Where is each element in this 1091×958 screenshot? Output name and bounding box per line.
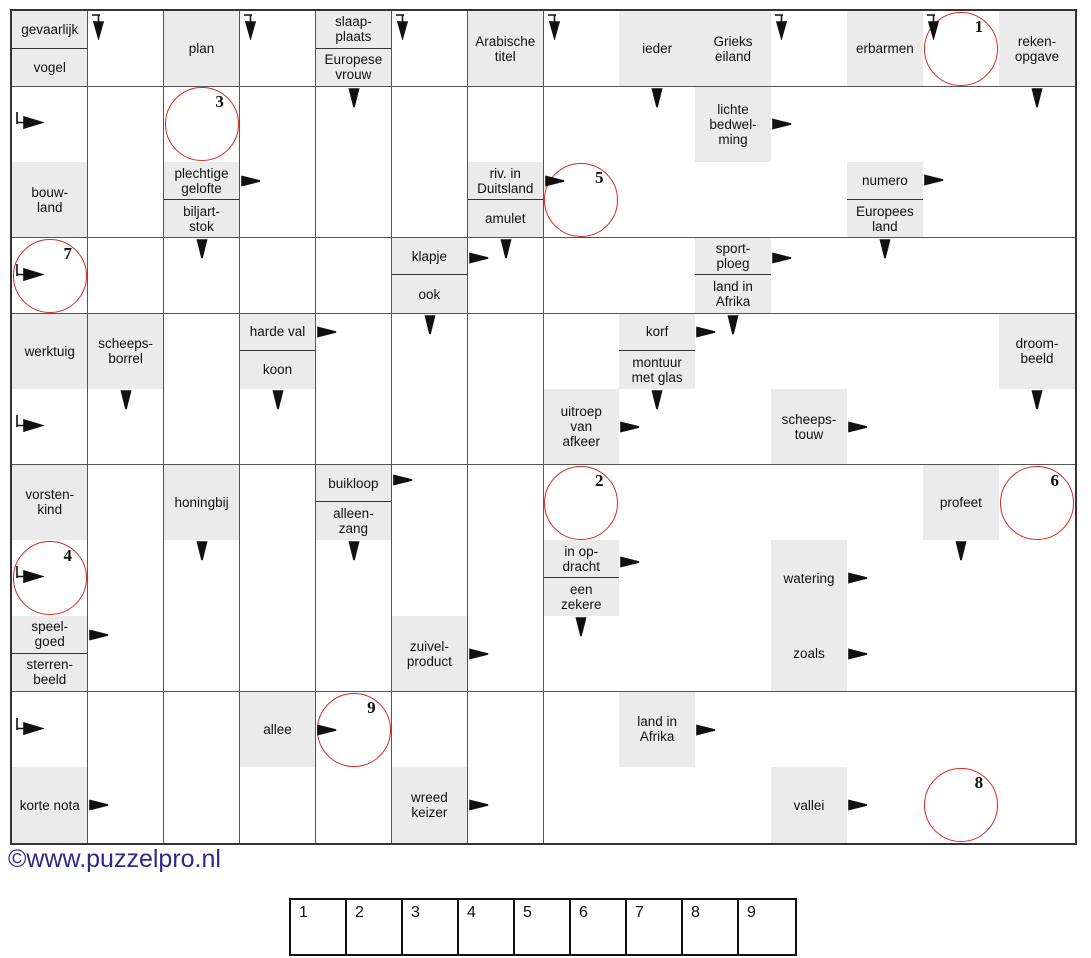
arrow-right-icon xyxy=(545,174,565,188)
answer-cell[interactable] xyxy=(164,616,240,692)
clue-cell xyxy=(923,465,999,541)
solution-circle xyxy=(544,466,618,540)
clue-cell xyxy=(695,238,771,314)
arrow-right-icon xyxy=(89,798,109,812)
clue-text: zoals xyxy=(793,646,825,662)
answer-cell[interactable] xyxy=(923,238,999,314)
answer-cell[interactable] xyxy=(88,540,164,616)
answer-cell[interactable] xyxy=(88,238,164,314)
arrow-shape xyxy=(17,566,42,582)
clue-text: profeet xyxy=(939,494,982,510)
solution-box[interactable] xyxy=(459,900,515,954)
arrow-bent-down-icon xyxy=(926,14,942,40)
solution-box[interactable] xyxy=(739,900,795,954)
clue-cell xyxy=(12,465,88,541)
arrow-right-icon xyxy=(317,325,337,339)
clue-text-top: harde val xyxy=(240,314,315,352)
arrow-shape xyxy=(92,15,103,38)
answer-cell[interactable] xyxy=(923,692,999,768)
answer-cell[interactable] xyxy=(240,616,316,692)
arrow-right-icon xyxy=(469,647,489,661)
arrow-shape xyxy=(197,542,206,560)
clue-text: bouw- land xyxy=(31,184,69,215)
arrow-right-icon xyxy=(696,325,716,339)
clue-text: erbarmen xyxy=(856,41,914,57)
clue-text-top: in op- dracht xyxy=(544,540,619,578)
answer-cell[interactable] xyxy=(695,465,771,541)
arrow-down-icon xyxy=(423,315,437,335)
clue-cell xyxy=(12,616,88,692)
arrow-down-icon xyxy=(271,390,285,410)
crossword-grid xyxy=(10,9,1077,845)
clue-text: wreed keizer xyxy=(410,790,448,821)
solution-box[interactable] xyxy=(627,900,683,954)
solution-box-number: 5 xyxy=(523,904,532,921)
arrow-bent-right-icon xyxy=(16,112,44,132)
arrow-bent-down-icon xyxy=(243,14,259,40)
clue-text: reken- opgave xyxy=(1014,33,1060,64)
solution-box[interactable] xyxy=(347,900,403,954)
clue-cell xyxy=(392,238,468,314)
clue-text: lichte bedwel- ming xyxy=(709,101,757,147)
clue-text-top: klapje xyxy=(392,238,467,276)
clue-text-bottom: land in Afrika xyxy=(713,279,753,310)
answer-cell[interactable] xyxy=(771,314,847,390)
answer-cell[interactable] xyxy=(544,87,620,163)
arrow-right-icon xyxy=(241,174,261,188)
arrow-right-icon xyxy=(317,723,337,737)
clue-cell xyxy=(12,314,88,390)
answer-cell[interactable] xyxy=(999,616,1075,692)
arrow-shape xyxy=(394,475,412,484)
arrow-shape xyxy=(653,89,662,107)
solution-box-number: 7 xyxy=(635,904,644,921)
answer-cell[interactable] xyxy=(771,238,847,314)
answer-cell[interactable] xyxy=(468,389,544,465)
arrow-shape xyxy=(318,328,336,337)
clue-text-top: buikloop xyxy=(316,465,391,503)
arrow-shape xyxy=(697,328,715,337)
clue-text-top: riv. in Duitsland xyxy=(468,162,543,200)
arrow-shape xyxy=(881,240,890,258)
answer-cell[interactable] xyxy=(999,692,1075,768)
arrow-right-icon xyxy=(696,723,716,737)
clue-cell xyxy=(619,11,695,87)
clue-text-bottom: biljart- stok xyxy=(183,203,220,234)
arrow-bent-right-icon xyxy=(16,264,44,284)
clue-text-top: plechtige gelofte xyxy=(164,162,239,200)
answer-cell[interactable] xyxy=(923,87,999,163)
clue-text: honingbij xyxy=(174,494,229,510)
answer-cell[interactable] xyxy=(999,162,1075,238)
arrow-shape xyxy=(729,316,738,334)
arrow-shape xyxy=(470,254,488,263)
clue-cell xyxy=(392,767,468,843)
arrow-down-icon xyxy=(1030,390,1044,410)
arrow-shape xyxy=(621,423,639,432)
clue-text: land in Afrika xyxy=(637,714,678,745)
clue-text: droom- beeld xyxy=(1015,336,1059,367)
arrow-shape xyxy=(849,423,867,432)
clue-text: watering xyxy=(783,570,835,586)
clue-text: vorsten- kind xyxy=(25,487,75,518)
clue-cell xyxy=(695,87,771,163)
answer-cell[interactable] xyxy=(771,162,847,238)
arrow-shape xyxy=(121,391,130,409)
answer-cell[interactable] xyxy=(468,540,544,616)
answer-cell[interactable] xyxy=(468,692,544,768)
answer-cell[interactable] xyxy=(240,540,316,616)
arrow-right-icon xyxy=(848,647,868,661)
clue-cell xyxy=(847,162,923,238)
answer-cell[interactable] xyxy=(316,238,392,314)
arrow-right-icon xyxy=(848,571,868,585)
answer-cell[interactable] xyxy=(695,389,771,465)
arrow-right-icon xyxy=(469,251,489,265)
clue-cell xyxy=(999,11,1075,87)
answer-cell[interactable] xyxy=(999,540,1075,616)
clue-cell xyxy=(316,11,392,87)
clue-cell xyxy=(771,616,847,692)
arrow-bent-right-icon xyxy=(16,718,44,738)
arrow-right-icon xyxy=(89,628,109,642)
clue-cell xyxy=(468,11,544,87)
answer-cell[interactable] xyxy=(392,540,468,616)
answer-cell[interactable] xyxy=(316,389,392,465)
answer-cell[interactable] xyxy=(999,238,1075,314)
answer-cell[interactable] xyxy=(619,540,695,616)
answer-cell[interactable] xyxy=(923,389,999,465)
arrow-shape xyxy=(925,175,943,184)
clue-cell xyxy=(316,465,392,541)
clue-cell xyxy=(164,11,240,87)
arrow-shape xyxy=(17,718,42,734)
answer-cell[interactable] xyxy=(847,465,923,541)
arrow-bent-down-icon xyxy=(91,14,107,40)
clue-text-top: numero xyxy=(847,162,922,200)
clue-cell xyxy=(544,389,620,465)
clue-text: korte nota xyxy=(19,797,80,813)
answer-cell[interactable] xyxy=(923,314,999,390)
solution-box[interactable] xyxy=(515,900,571,954)
arrow-down-icon xyxy=(650,390,664,410)
arrow-down-icon xyxy=(119,390,133,410)
clue-text: zuivel- product xyxy=(406,638,452,669)
arrow-down-icon xyxy=(878,239,892,259)
arrow-bent-right-icon xyxy=(16,566,44,586)
answer-cell[interactable] xyxy=(468,87,544,163)
solution-box-number: 2 xyxy=(355,904,364,921)
clue-cell xyxy=(468,162,544,238)
answer-cell[interactable] xyxy=(923,616,999,692)
solution-box[interactable] xyxy=(291,900,347,954)
solution-box-number: 6 xyxy=(579,904,588,921)
arrow-shape xyxy=(577,618,586,636)
clue-text: Arabische titel xyxy=(475,33,536,64)
arrow-bent-down-icon xyxy=(547,14,563,40)
arrow-shape xyxy=(621,557,639,566)
copyright-text: ©www.puzzelpro.nl xyxy=(8,845,221,873)
arrow-shape xyxy=(697,725,715,734)
answer-cell[interactable] xyxy=(468,314,544,390)
answer-cell[interactable] xyxy=(88,87,164,163)
arrow-down-icon xyxy=(347,541,361,561)
solution-box[interactable] xyxy=(683,900,739,954)
arrow-shape xyxy=(773,254,791,263)
clue-text-bottom: Europese vrouw xyxy=(324,52,383,83)
clue-cell xyxy=(12,767,88,843)
clue-cell xyxy=(240,692,316,768)
answer-cell[interactable] xyxy=(544,767,620,843)
clue-text: plan xyxy=(188,41,215,57)
clue-cell xyxy=(164,465,240,541)
answer-cell[interactable] xyxy=(88,162,164,238)
clue-cell xyxy=(240,314,316,390)
solution-box-number: 3 xyxy=(411,904,420,921)
arrow-down-icon xyxy=(954,541,968,561)
answer-cell[interactable] xyxy=(316,767,392,843)
arrow-shape xyxy=(548,15,559,38)
answer-cell[interactable] xyxy=(544,692,620,768)
arrow-down-icon xyxy=(195,541,209,561)
clue-text: Grieks eiland xyxy=(713,33,753,64)
circle-number: 9 xyxy=(367,697,376,717)
answer-cell[interactable] xyxy=(544,314,620,390)
clue-cell xyxy=(695,11,771,87)
answer-cell[interactable] xyxy=(392,87,468,163)
arrow-right-icon xyxy=(393,473,413,487)
circle-number: 3 xyxy=(215,92,224,112)
arrow-bent-down-icon xyxy=(395,14,411,40)
arrow-shape xyxy=(773,120,791,129)
arrow-shape xyxy=(470,649,488,658)
answer-cell[interactable] xyxy=(771,465,847,541)
arrow-shape xyxy=(546,177,564,186)
solution-box-number: 1 xyxy=(299,904,308,921)
arrow-down-icon xyxy=(347,88,361,108)
arrow-shape xyxy=(17,415,42,431)
answer-cell[interactable] xyxy=(164,314,240,390)
answer-cell[interactable] xyxy=(164,767,240,843)
answer-cell[interactable] xyxy=(240,87,316,163)
answer-cell[interactable] xyxy=(240,767,316,843)
arrow-shape xyxy=(1033,89,1042,107)
arrow-down-icon xyxy=(726,315,740,335)
clue-text-top: gevaarlijk xyxy=(12,11,87,49)
arrow-shape xyxy=(17,112,42,128)
circle-number: 4 xyxy=(63,546,72,566)
answer-cell[interactable] xyxy=(771,692,847,768)
clue-text: vallei xyxy=(793,797,825,813)
circle-number: 2 xyxy=(594,470,604,490)
clue-text: werktuig xyxy=(24,343,75,359)
answer-cell[interactable] xyxy=(88,692,164,768)
clue-text-bottom: sterren- beeld xyxy=(26,657,73,688)
clue-cell xyxy=(619,692,695,768)
solution-box[interactable] xyxy=(403,900,459,954)
answer-cell[interactable] xyxy=(392,692,468,768)
answer-cell[interactable] xyxy=(164,692,240,768)
circle-number: 7 xyxy=(63,243,72,263)
arrow-shape xyxy=(273,391,282,409)
arrow-shape xyxy=(849,574,867,583)
clue-cell xyxy=(88,314,164,390)
answer-cell[interactable] xyxy=(316,616,392,692)
solution-box-number: 9 xyxy=(747,904,756,921)
clue-cell xyxy=(12,162,88,238)
answer-cell[interactable] xyxy=(316,162,392,238)
answer-cell[interactable] xyxy=(88,465,164,541)
arrow-shape xyxy=(653,391,662,409)
clue-text: scheeps- touw xyxy=(781,411,837,442)
solution-circle xyxy=(1000,466,1074,540)
solution-box-number: 4 xyxy=(467,904,476,921)
arrow-shape xyxy=(470,801,488,810)
arrow-shape xyxy=(349,89,358,107)
answer-cell[interactable] xyxy=(544,238,620,314)
circle-number: 8 xyxy=(974,773,984,793)
clue-text-bottom: amulet xyxy=(485,211,526,227)
arrow-right-icon xyxy=(772,251,792,265)
solution-row xyxy=(289,898,797,956)
clue-text-top: speel- goed xyxy=(12,616,87,654)
clue-cell xyxy=(392,616,468,692)
clue-text-bottom: vogel xyxy=(33,59,66,75)
clue-cell xyxy=(999,314,1075,390)
arrow-shape xyxy=(775,15,786,38)
arrow-shape xyxy=(244,15,255,38)
arrow-down-icon xyxy=(650,88,664,108)
answer-cell[interactable] xyxy=(619,238,695,314)
circle-number: 6 xyxy=(1050,470,1060,490)
clue-cell xyxy=(164,162,240,238)
clue-text: allee xyxy=(263,721,292,737)
arrow-down-icon xyxy=(574,617,588,637)
answer-cell[interactable] xyxy=(468,465,544,541)
clue-text: scheeps- borrel xyxy=(98,336,154,367)
arrow-shape xyxy=(318,725,336,734)
arrow-shape xyxy=(425,316,434,334)
circle-number: 1 xyxy=(974,16,984,36)
clue-text-bottom: ook xyxy=(418,286,441,302)
answer-cell[interactable] xyxy=(619,616,695,692)
answer-cell[interactable] xyxy=(695,162,771,238)
arrow-bent-down-icon xyxy=(774,14,790,40)
answer-cell[interactable] xyxy=(164,389,240,465)
arrow-right-icon xyxy=(469,798,489,812)
clue-text-bottom: koon xyxy=(262,362,293,378)
arrow-shape xyxy=(90,631,108,640)
solution-box[interactable] xyxy=(571,900,627,954)
solution-box-number: 8 xyxy=(691,904,700,921)
arrow-shape xyxy=(17,264,42,280)
arrow-shape xyxy=(957,542,966,560)
arrow-down-icon xyxy=(1030,88,1044,108)
clue-text: ieder xyxy=(642,41,673,57)
answer-cell[interactable] xyxy=(695,767,771,843)
clue-cell xyxy=(544,540,620,616)
clue-text-top: sport- ploeg xyxy=(695,238,770,276)
arrow-shape xyxy=(90,801,108,810)
arrow-down-icon xyxy=(499,239,513,259)
arrow-shape xyxy=(1033,391,1042,409)
clue-cell xyxy=(12,11,88,87)
answer-cell[interactable] xyxy=(619,767,695,843)
solution-circle xyxy=(165,87,239,161)
circle-number: 5 xyxy=(594,168,604,188)
arrow-shape xyxy=(197,240,206,258)
clue-text: uitroep van afkeer xyxy=(560,404,602,450)
clue-cell xyxy=(771,389,847,465)
clue-text-bottom: montuur met glas xyxy=(631,354,683,385)
arrow-right-icon xyxy=(620,420,640,434)
answer-cell[interactable] xyxy=(240,238,316,314)
arrow-bent-right-icon xyxy=(16,415,44,435)
clue-text-top: korf xyxy=(619,314,694,352)
answer-cell[interactable] xyxy=(619,162,695,238)
clue-text-bottom: Europees land xyxy=(856,203,914,234)
clue-cell xyxy=(619,314,695,390)
clue-text-bottom: alleen- zang xyxy=(333,506,374,537)
arrow-shape xyxy=(396,15,407,38)
arrow-right-icon xyxy=(620,555,640,569)
answer-cell[interactable] xyxy=(392,389,468,465)
clue-cell xyxy=(771,540,847,616)
arrow-shape xyxy=(849,801,867,810)
answer-cell[interactable] xyxy=(240,465,316,541)
arrow-down-icon xyxy=(195,239,209,259)
clue-text-bottom: een zekere xyxy=(560,581,602,612)
clue-cell xyxy=(847,11,923,87)
answer-cell[interactable] xyxy=(695,540,771,616)
answer-cell[interactable] xyxy=(695,616,771,692)
answer-cell[interactable] xyxy=(847,314,923,390)
arrow-shape xyxy=(242,177,260,186)
answer-cell[interactable] xyxy=(847,692,923,768)
arrow-shape xyxy=(849,649,867,658)
arrow-shape xyxy=(501,240,510,258)
answer-cell[interactable] xyxy=(392,162,468,238)
clue-cell xyxy=(771,767,847,843)
arrow-right-icon xyxy=(924,173,944,187)
arrow-right-icon xyxy=(772,117,792,131)
arrow-right-icon xyxy=(848,798,868,812)
answer-cell[interactable] xyxy=(999,767,1075,843)
clue-text-top: slaap- plaats xyxy=(316,11,391,49)
answer-cell[interactable] xyxy=(847,87,923,163)
answer-cell[interactable] xyxy=(619,465,695,541)
solution-circle xyxy=(924,768,998,842)
arrow-shape xyxy=(927,15,938,38)
arrow-shape xyxy=(349,542,358,560)
arrow-right-icon xyxy=(848,420,868,434)
